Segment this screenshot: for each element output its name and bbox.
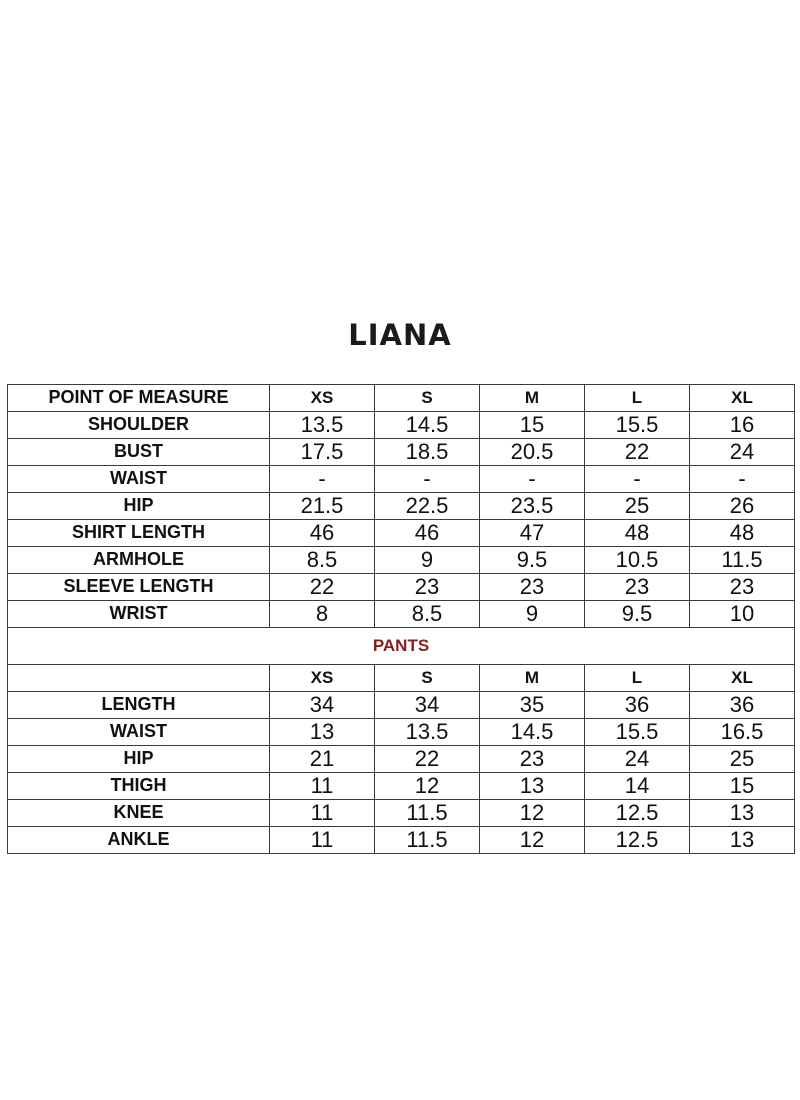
measure-value: 12.5	[585, 799, 690, 826]
measure-value: 48	[690, 519, 795, 546]
measure-value: 20.5	[480, 438, 585, 465]
measure-value: 11	[270, 799, 375, 826]
table-row	[8, 573, 795, 600]
measure-label: HIP	[8, 745, 270, 772]
measure-value: 14.5	[375, 411, 480, 438]
measure-label: WRIST	[8, 600, 270, 627]
measure-value: 25	[585, 492, 690, 519]
measure-value: 13	[690, 799, 795, 826]
size-column-header: S	[375, 385, 480, 412]
measure-value: 23	[480, 573, 585, 600]
measure-value: 22	[270, 573, 375, 600]
measure-value: 16	[690, 411, 795, 438]
measure-value: 8	[270, 600, 375, 627]
measure-value: 11.5	[375, 826, 480, 853]
measure-value: 8.5	[270, 546, 375, 573]
measure-value: 11	[270, 772, 375, 799]
measure-value: 8.5	[375, 600, 480, 627]
measure-value: 34	[270, 691, 375, 718]
table-row	[8, 772, 795, 799]
measure-value: 14.5	[480, 718, 585, 745]
measure-value: 36	[585, 691, 690, 718]
table-row	[8, 600, 795, 627]
measure-value: 11.5	[375, 799, 480, 826]
measure-column-header	[8, 664, 270, 691]
measure-value: 12.5	[585, 826, 690, 853]
size-column-header: XL	[690, 664, 795, 691]
measure-value: -	[375, 465, 480, 492]
measure-value: -	[690, 465, 795, 492]
table-row	[8, 745, 795, 772]
measure-label: SLEEVE LENGTH	[8, 573, 270, 600]
measure-value: 11.5	[690, 546, 795, 573]
measure-label: HIP	[8, 492, 270, 519]
table-row	[8, 492, 795, 519]
measure-label: SHIRT LENGTH	[8, 519, 270, 546]
measure-value: 11	[270, 826, 375, 853]
table-row	[8, 465, 795, 492]
measure-value: 15	[690, 772, 795, 799]
size-column-header: XL	[690, 385, 795, 412]
measure-label: KNEE	[8, 799, 270, 826]
measure-value: 9.5	[585, 600, 690, 627]
measure-label: ARMHOLE	[8, 546, 270, 573]
table-row	[8, 826, 795, 853]
measure-value: 15	[480, 411, 585, 438]
measure-label: LENGTH	[8, 691, 270, 718]
measure-value: 23	[585, 573, 690, 600]
size-column-header: L	[585, 385, 690, 412]
measure-value: 18.5	[375, 438, 480, 465]
measure-value: 10.5	[585, 546, 690, 573]
measure-value: 21.5	[270, 492, 375, 519]
measure-value: 23	[480, 745, 585, 772]
page-title: LIANA	[348, 318, 452, 352]
table-row	[8, 799, 795, 826]
measure-value: 24	[690, 438, 795, 465]
measure-label: THIGH	[8, 772, 270, 799]
table-row	[8, 411, 795, 438]
size-column-header: S	[375, 664, 480, 691]
measure-value: 14	[585, 772, 690, 799]
measure-value: 15.5	[585, 411, 690, 438]
header-row	[8, 664, 795, 691]
measure-label: ANKLE	[8, 826, 270, 853]
measure-value: 46	[270, 519, 375, 546]
measure-value: -	[480, 465, 585, 492]
measure-value: 23.5	[480, 492, 585, 519]
measure-value: 24	[585, 745, 690, 772]
measure-value: 15.5	[585, 718, 690, 745]
size-column-header: XS	[270, 664, 375, 691]
measure-value: 34	[375, 691, 480, 718]
measure-value: 16.5	[690, 718, 795, 745]
measure-value: 13	[270, 718, 375, 745]
pants-label-row	[8, 627, 795, 664]
measure-value: 23	[690, 573, 795, 600]
measure-label: WAIST	[8, 465, 270, 492]
measure-value: 13	[480, 772, 585, 799]
measure-label: WAIST	[8, 718, 270, 745]
measure-value: 10	[690, 600, 795, 627]
size-column-header: M	[480, 385, 585, 412]
measure-label: BUST	[8, 438, 270, 465]
measure-value: 35	[480, 691, 585, 718]
size-chart-table	[7, 384, 795, 854]
measure-value: 9.5	[480, 546, 585, 573]
measure-value: 13.5	[270, 411, 375, 438]
table-row	[8, 691, 795, 718]
measure-value: 48	[585, 519, 690, 546]
measure-value: 23	[375, 573, 480, 600]
measure-value: 13	[690, 826, 795, 853]
size-column-header: L	[585, 664, 690, 691]
measure-value: 17.5	[270, 438, 375, 465]
measure-value: 13.5	[375, 718, 480, 745]
table-row	[8, 546, 795, 573]
pants-measure-section	[8, 664, 795, 853]
measure-value: 25	[690, 745, 795, 772]
measure-label: SHOULDER	[8, 411, 270, 438]
measure-column-header: POINT OF MEASURE	[8, 385, 270, 412]
measure-value: 22	[375, 745, 480, 772]
measure-value: 47	[480, 519, 585, 546]
table-row	[8, 438, 795, 465]
table-row	[8, 519, 795, 546]
measure-value: 9	[375, 546, 480, 573]
measure-value: 22.5	[375, 492, 480, 519]
size-column-header: XS	[270, 385, 375, 412]
size-column-header: M	[480, 664, 585, 691]
pants-section-divider	[8, 627, 795, 664]
measure-value: 26	[690, 492, 795, 519]
measure-value: 9	[480, 600, 585, 627]
measure-value: 36	[690, 691, 795, 718]
pants-label: PANTS	[8, 627, 795, 664]
measure-value: -	[585, 465, 690, 492]
header-row	[8, 385, 795, 412]
measure-value: 21	[270, 745, 375, 772]
table-row	[8, 718, 795, 745]
top-measure-section	[8, 385, 795, 628]
measure-value: 22	[585, 438, 690, 465]
measure-value: -	[270, 465, 375, 492]
measure-value: 12	[480, 799, 585, 826]
measure-value: 46	[375, 519, 480, 546]
measure-value: 12	[375, 772, 480, 799]
measure-value: 12	[480, 826, 585, 853]
